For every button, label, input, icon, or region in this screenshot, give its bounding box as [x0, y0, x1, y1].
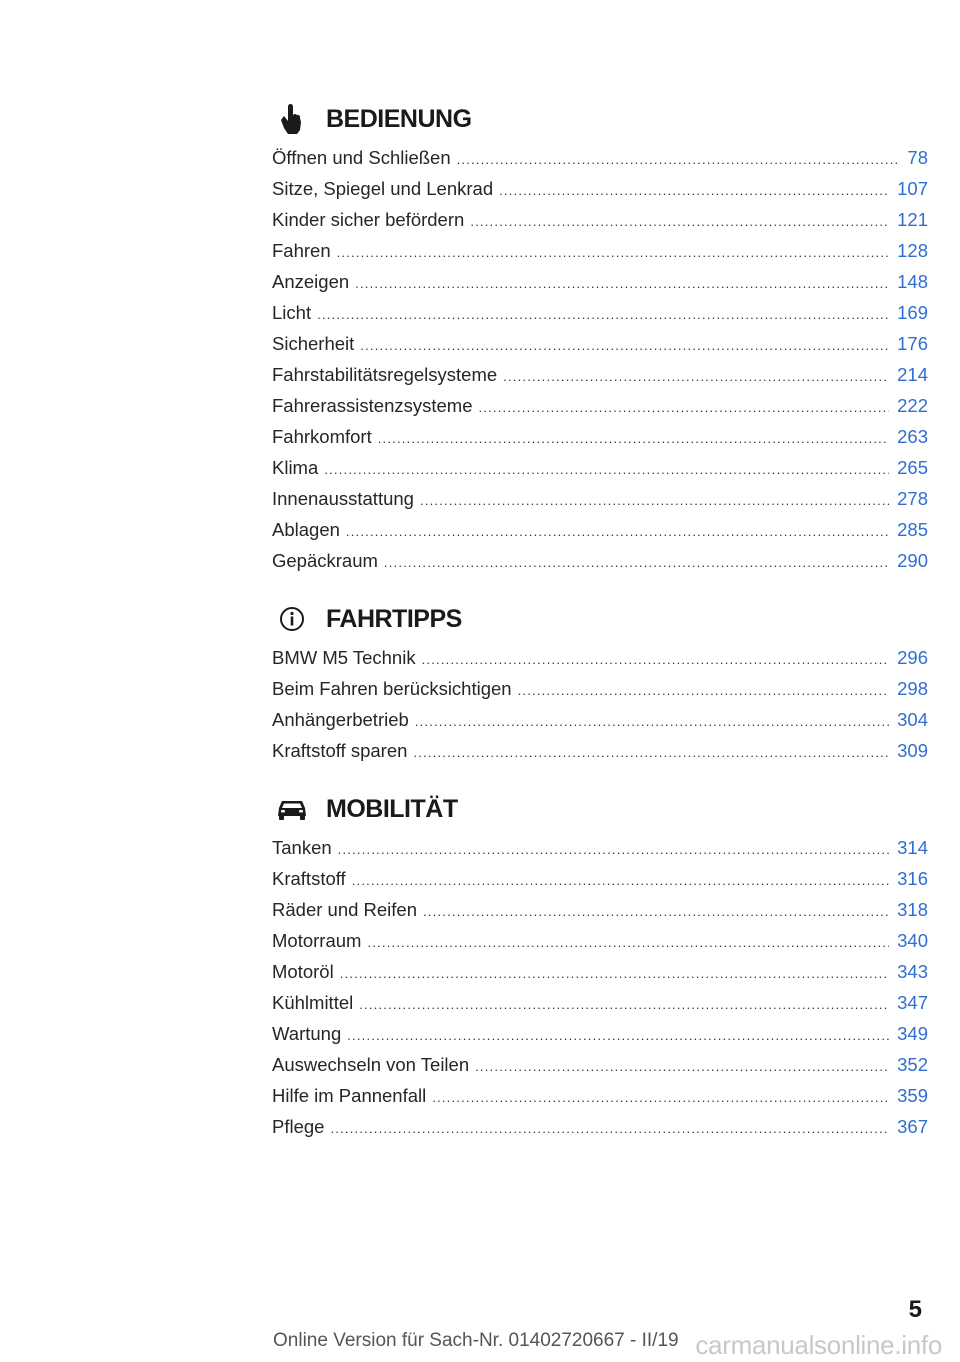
toc-entry[interactable] [272, 1111, 928, 1142]
section-title: BEDIENUNG [326, 104, 472, 133]
dot-leader [330, 1113, 889, 1144]
dot-leader [347, 1020, 889, 1051]
toc-entry[interactable] [272, 297, 928, 328]
dot-leader [518, 675, 890, 706]
info-circle-icon [272, 598, 312, 640]
dot-leader [338, 834, 889, 865]
dot-leader [413, 737, 889, 768]
toc-entry-label: Wartung [272, 1023, 342, 1044]
toc-entry-label: Fahren [272, 240, 331, 261]
toc-entry-page-link[interactable]: 314 [897, 837, 928, 858]
section-title: MOBILITÄT [326, 794, 458, 823]
toc-entry-label: Beim Fahren berücksichtigen [272, 678, 512, 699]
toc-entry[interactable] [272, 173, 928, 204]
section-mobilitaet [272, 788, 928, 1142]
table-of-contents [272, 98, 928, 1164]
toc-entry-label: Kraftstoff [272, 868, 346, 889]
dot-leader [384, 547, 889, 578]
dot-leader [340, 958, 889, 989]
section-bedienung [272, 98, 928, 576]
toc-entry[interactable] [272, 735, 928, 766]
toc-entry-label: Fahrstabilitätsregelsysteme [272, 364, 498, 385]
toc-entry-page-link[interactable]: 121 [897, 209, 928, 230]
toc-entry-label: Innenausstattung [272, 488, 414, 509]
toc-entry[interactable] [272, 204, 928, 235]
toc-entry-label: BMW M5 Technik [272, 647, 416, 668]
dot-leader [324, 454, 889, 485]
toc-entry-label: Kraftstoff sparen [272, 740, 408, 761]
toc-entry[interactable] [272, 452, 928, 483]
toc-entry-label: Kinder sicher befördern [272, 209, 465, 230]
dot-leader [346, 516, 889, 547]
toc-entry[interactable] [272, 704, 928, 735]
dot-leader [359, 989, 889, 1020]
toc-entry-label: Räder und Reifen [272, 899, 418, 920]
dot-leader [457, 144, 900, 175]
toc-entry[interactable] [272, 832, 928, 863]
page-number: 5 [908, 1296, 922, 1323]
dot-leader [503, 361, 889, 392]
toc-entry[interactable] [272, 987, 928, 1018]
section-fahrtipps [272, 598, 928, 766]
toc-entry-label: Fahrerassistenzsysteme [272, 395, 473, 416]
car-front-icon [272, 788, 312, 830]
toc-entry-label: Hilfe im Pannenfall [272, 1085, 427, 1106]
toc-entry[interactable] [272, 483, 928, 514]
dot-leader [352, 865, 889, 896]
toc-entry-label: Licht [272, 302, 312, 323]
dot-leader [355, 268, 889, 299]
toc-entry[interactable] [272, 359, 928, 390]
toc-entry-label: Auswechseln von Teilen [272, 1054, 470, 1075]
toc-entry-page-link[interactable]: 318 [897, 899, 928, 920]
toc-entry-page-link[interactable]: 263 [897, 426, 928, 447]
toc-entry[interactable] [272, 235, 928, 266]
dot-leader [420, 485, 889, 516]
toc-entry-label: Motoröl [272, 961, 334, 982]
toc-entry-page-link[interactable]: 278 [897, 488, 928, 509]
toc-entry-page-link[interactable]: 285 [897, 519, 928, 540]
dot-leader [367, 927, 889, 958]
section-header [272, 788, 928, 830]
toc-entry-label: Klima [272, 457, 319, 478]
section-title: FAHRTIPPS [326, 604, 462, 633]
dot-leader [422, 644, 890, 675]
toc-entry-page-link[interactable]: 298 [897, 678, 928, 699]
toc-entry[interactable] [272, 863, 928, 894]
toc-entry-page-link[interactable]: 304 [897, 709, 928, 730]
dot-leader [470, 206, 889, 237]
toc-entry[interactable] [272, 1080, 928, 1111]
toc-entry-label: Motorraum [272, 930, 362, 951]
toc-entry[interactable] [272, 142, 928, 173]
toc-entry-label: Kühlmittel [272, 992, 354, 1013]
footer-text: Online Version für Sach-Nr. 01402720667 - II/19 [273, 1330, 679, 1351]
toc-entry-label: Sitze, Spiegel und Lenkrad [272, 178, 494, 199]
section-header [272, 98, 928, 140]
toc-entry[interactable] [272, 545, 928, 576]
dot-leader [499, 175, 889, 206]
toc-entry-label: Sicherheit [272, 333, 355, 354]
toc-entry-page-link[interactable]: 128 [897, 240, 928, 261]
toc-entry[interactable] [272, 514, 928, 545]
toc-entry-page-link[interactable]: 222 [897, 395, 928, 416]
toc-entry-page-link[interactable]: 290 [897, 550, 928, 571]
toc-entry-page-link[interactable]: 169 [897, 302, 928, 323]
toc-entry-page-link[interactable]: 309 [897, 740, 928, 761]
toc-entry-page-link[interactable]: 359 [897, 1085, 928, 1106]
hand-pointer-icon [272, 98, 312, 140]
toc-entry-label: Gepäckraum [272, 550, 378, 571]
dot-leader [432, 1082, 889, 1113]
toc-entry-page-link[interactable]: 78 [907, 147, 928, 168]
toc-entry-page-link[interactable]: 296 [897, 647, 928, 668]
toc-entry-page-link[interactable]: 107 [897, 178, 928, 199]
toc-entry-label: Pflege [272, 1116, 325, 1137]
toc-entry[interactable] [272, 390, 928, 421]
toc-entry[interactable] [272, 1018, 928, 1049]
toc-entry-page-link[interactable]: 148 [897, 271, 928, 292]
toc-entry-page-link[interactable]: 349 [897, 1023, 928, 1044]
toc-entry-page-link[interactable]: 265 [897, 457, 928, 478]
toc-entry-page-link[interactable]: 340 [897, 930, 928, 951]
toc-entry-page-link[interactable]: 343 [897, 961, 928, 982]
toc-entry[interactable] [272, 328, 928, 359]
dot-leader [475, 1051, 889, 1082]
toc-entry-label: Tanken [272, 837, 332, 858]
toc-entry-page-link[interactable]: 316 [897, 868, 928, 889]
toc-entry-page-link[interactable]: 367 [897, 1116, 928, 1137]
dot-leader [337, 237, 890, 268]
toc-entry[interactable] [272, 1049, 928, 1080]
toc-entry[interactable] [272, 894, 928, 925]
dot-leader [317, 299, 889, 330]
toc-entry-label: Ablagen [272, 519, 340, 540]
toc-entry[interactable] [272, 925, 928, 956]
toc-entry-label: Anhängerbetrieb [272, 709, 409, 730]
toc-entry-label: Fahrkomfort [272, 426, 372, 447]
toc-entry-page-link[interactable]: 347 [897, 992, 928, 1013]
toc-entry[interactable] [272, 642, 928, 673]
toc-entry[interactable] [272, 673, 928, 704]
dot-leader [378, 423, 889, 454]
watermark: carmanualsonline.info [695, 1330, 942, 1360]
dot-leader [423, 896, 889, 927]
dot-leader [360, 330, 889, 361]
toc-entry[interactable] [272, 956, 928, 987]
toc-entry[interactable] [272, 266, 928, 297]
toc-entry-label: Anzeigen [272, 271, 350, 292]
dot-leader [415, 706, 889, 737]
toc-entry[interactable] [272, 421, 928, 452]
toc-entry-page-link[interactable]: 352 [897, 1054, 928, 1075]
section-header [272, 598, 928, 640]
dot-leader [478, 392, 889, 423]
toc-entry-page-link[interactable]: 214 [897, 364, 928, 385]
toc-entry-page-link[interactable]: 176 [897, 333, 928, 354]
toc-entry-label: Öffnen und Schließen [272, 147, 451, 168]
